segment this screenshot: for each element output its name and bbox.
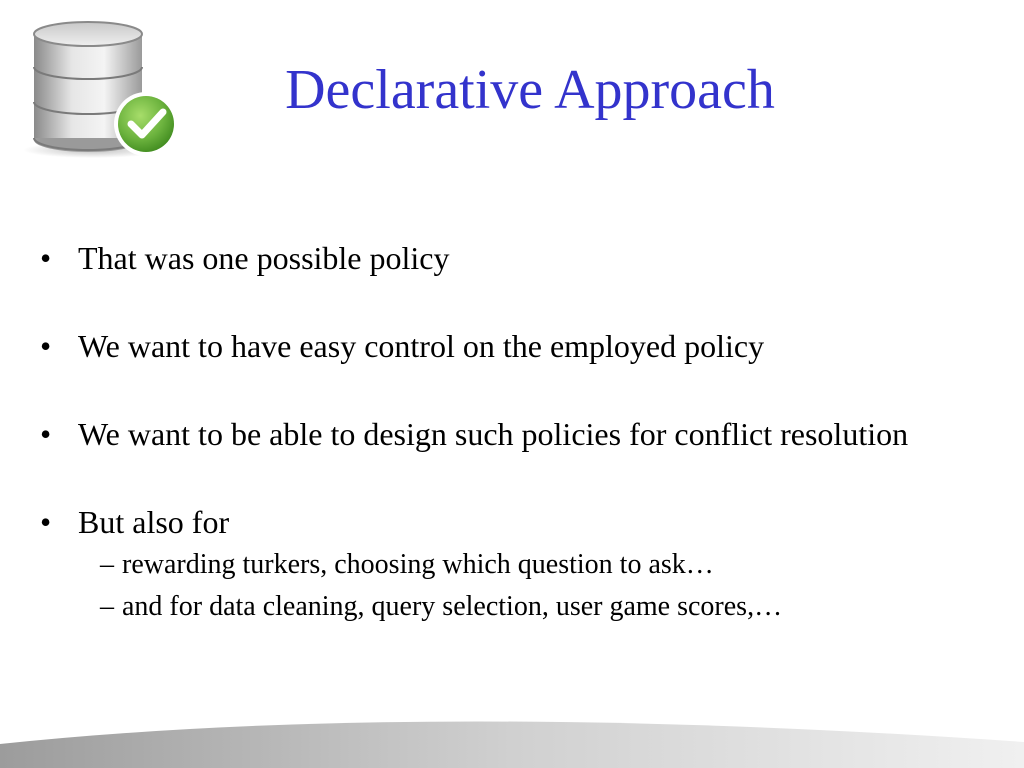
footer-swoosh <box>0 708 1024 768</box>
bullet-item <box>40 412 940 456</box>
sub-bullet-list <box>40 544 940 628</box>
bullet-text: But also for <box>78 504 230 540</box>
bullet-marker: • <box>40 328 52 364</box>
sub-bullet-text: and for data cleaning, query selection, user game scores,… <box>122 591 783 622</box>
sub-bullet-marker: – <box>100 591 114 622</box>
bullet-marker: • <box>40 416 52 452</box>
bullet-text: That was one possible policy <box>78 240 450 276</box>
bullet-item <box>40 236 940 280</box>
bullet-item <box>40 500 940 544</box>
bullet-list <box>40 236 940 628</box>
bullet-item <box>40 324 940 368</box>
sub-bullet-marker: – <box>100 549 114 580</box>
bullet-marker: • <box>40 240 52 276</box>
sub-bullet-item <box>40 544 940 586</box>
bullet-text: We want to be able to design such policies for conflict resolution <box>78 416 909 452</box>
bullet-text: We want to have easy control on the employed policy <box>78 328 765 364</box>
bullet-marker: • <box>40 504 52 540</box>
sub-bullet-text: rewarding turkers, choosing which question to ask… <box>122 549 714 580</box>
sub-bullet-item <box>40 586 940 628</box>
slide-title: Declarative Approach <box>285 59 775 121</box>
database-check-icon <box>18 12 188 162</box>
